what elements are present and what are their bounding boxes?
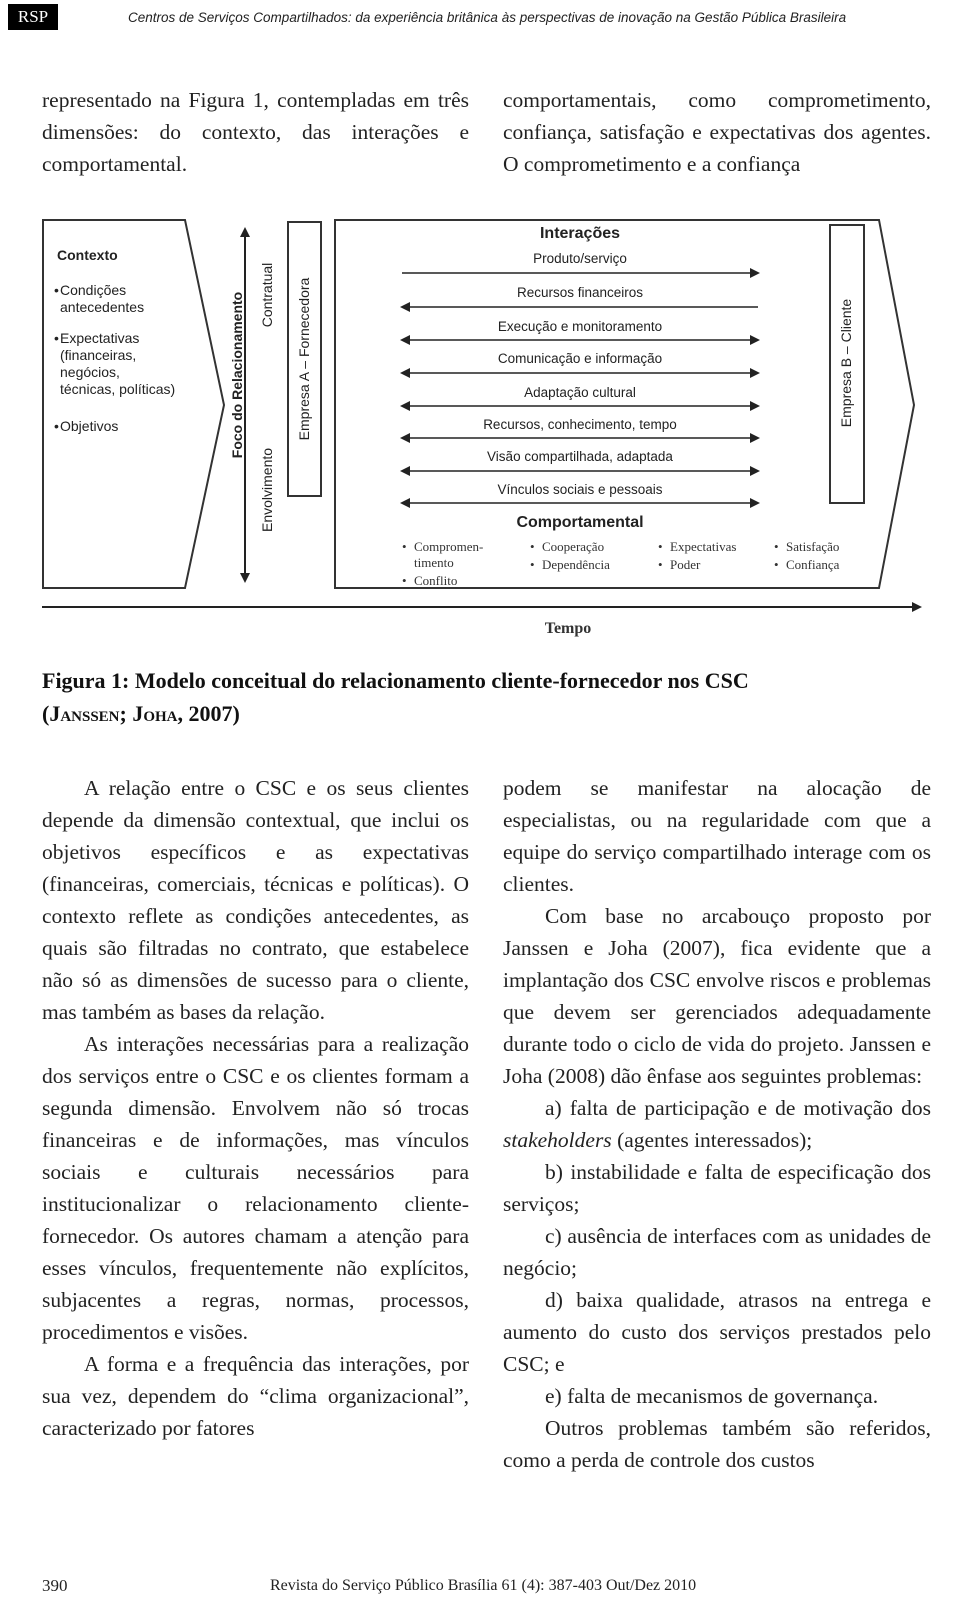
paragraph: comportamentais, como comprometimento, confiança, satisfação e expectativas dos agentes. O comprometimento e a confiança [503,88,931,176]
caption-open: ( [42,701,50,726]
contexto-item: técnicas, políticas) [60,381,176,397]
figure-diagram [40,215,925,645]
svg-text:•: • [774,557,779,572]
list-item: e) falta de mecanismos de governança. [545,1384,879,1408]
caption-year: , 2007) [177,701,240,726]
interacao-label: Execução e monitoramento [497,319,663,334]
contexto-shape [43,220,224,588]
comportamental-item: timento [414,555,454,570]
paragraph: As interações necessárias para a realização dos serviços entre o CSC e os clientes formam a segunda dimensão. Envolvem não só trocas financeiras e de informações, mas vínculos sociais e culturais necessários para institucionalizar o relacionamento cliente-fornecedor. Os autores chamam a atenção para esses vínculos, frequentemente não explícitos, subjacentes a regras, normas, processos, procedimentos e visões. [42,1032,469,1344]
bullet: • [54,330,59,346]
comportamental-item: Conflito [414,573,458,588]
paragraph: A relação entre o CSC e os seus clientes depende da dimensão contextual, que inclui os objetivos específicos e as expectativas (financeiras, comerciais, técnicas e políticas). O contexto reflete as condições antecedentes, as quais são filtradas no contrato, que estabelece não só as dimensões de sucesso para o cliente, mas também as bases da relação. [42,776,469,1024]
tempo-label: Tempo [544,620,592,637]
empresa-a-label: Empresa A – Fornecedora [296,277,312,441]
interacoes-title: Interações [539,225,621,242]
comportamental-item: Poder [670,557,701,572]
caption-separator: ; [119,701,133,726]
svg-text:•: • [530,557,535,572]
contratual-label: Contratual [259,262,275,328]
figure-caption [42,664,922,730]
interacao-label: Visão compartilhada, adaptada [487,449,673,464]
paragraph: podem se manifestar na alocação de especialistas, ou na regularidade com que a equipe do serviço compartilhado interage com os clientes. [503,776,931,896]
interacoes-shape [335,220,914,588]
contexto-item: Expectativas [60,330,140,346]
journal-badge: RSP [8,4,58,30]
interacao-label: Vínculos sociais e pessoais [497,482,663,497]
top-right-column [503,84,931,180]
list-item: c) ausência de interfaces com as unidades de negócio; [503,1224,931,1280]
comportamental-item: Cooperação [542,539,605,554]
contexto-item: antecedentes [60,299,145,315]
comportamental-item: Satisfação [786,539,840,554]
envolvimento-label: Envolvimento [259,447,275,533]
comportamental-item: Confiança [786,557,840,572]
svg-text:•: • [658,539,663,554]
empresa-b-label: Empresa B – Cliente [838,298,854,428]
list-item-emphasis: stakeholders [503,1128,612,1152]
foco-label: Foco do Relacionamento [229,291,245,459]
caption-text: Figura 1: Modelo conceitual do relacionamento cliente-fornecedor nos CSC [42,668,749,693]
body-right-column [503,772,931,1476]
bullet: • [54,282,59,298]
interacao-label: Produto/serviço [533,251,627,266]
caption-author: Joha [132,701,178,726]
contexto-item: Condições [60,282,127,298]
list-item [503,1092,931,1156]
contexto-item: Objetivos [60,418,119,434]
interacao-label: Recursos financeiros [516,285,644,300]
contexto-title: Contexto [57,247,118,263]
interacao-label: Adaptação cultural [524,385,636,400]
contexto-item: negócios, [60,364,120,380]
page-number: 390 [42,1576,68,1595]
body-left-column [42,772,469,1444]
svg-text:•: • [774,539,779,554]
comportamental-item: Compromen- [414,539,484,554]
list-item-text: a) falta de participação e de motivação dos [545,1096,931,1120]
bullet: • [54,418,59,434]
svg-text:•: • [402,539,407,554]
comportamental-title: Comportamental [516,514,644,531]
comportamental-item: Dependência [542,557,610,572]
svg-text:•: • [530,539,535,554]
paragraph: Outros problemas também são referidos, como a perda de controle dos custos [503,1416,931,1472]
list-item-text: (agentes interessados); [611,1128,813,1152]
svg-text:•: • [658,557,663,572]
list-item: d) baixa qualidade, atrasos na entrega e aumento do custo dos serviços prestados pelo CSC; e [503,1288,931,1376]
top-left-column [42,84,469,180]
comportamental-item: Expectativas [670,539,737,554]
list-item: b) instabilidade e falta de especificação dos serviços; [503,1160,931,1216]
paragraph: A forma e a frequência das interações, por sua vez, dependem do “clima organizacional”, caracterizado por fatores [42,1352,469,1440]
journal-citation: Revista do Serviço Público Brasília 61 (4): 387-403 Out/Dez 2010 [270,1577,697,1594]
interacao-label: Recursos, conhecimento, tempo [483,417,677,432]
paragraph: representado na Figura 1, contempladas em três dimensões: do contexto, das interações e comportamental. [42,88,469,176]
caption-author: Janssen [49,701,120,726]
running-title: Centros de Serviços Compartilhados: da experiência britânica às perspectivas de inovação na Gestão Pública Brasileira [128,10,847,25]
svg-text:•: • [402,573,407,588]
interacao-label: Comunicação e informação [497,351,663,366]
paragraph: Com base no arcabouço proposto por Janssen e Joha (2007), fica evidente que a implantação dos CSC envolve riscos e problemas que devem ser gerenciados adequadamente durante todo o ciclo de vida do projeto. Janssen e Joha (2008) dão ênfase aos seguintes problemas: [503,904,931,1088]
contexto-item: (financeiras, [60,347,137,363]
